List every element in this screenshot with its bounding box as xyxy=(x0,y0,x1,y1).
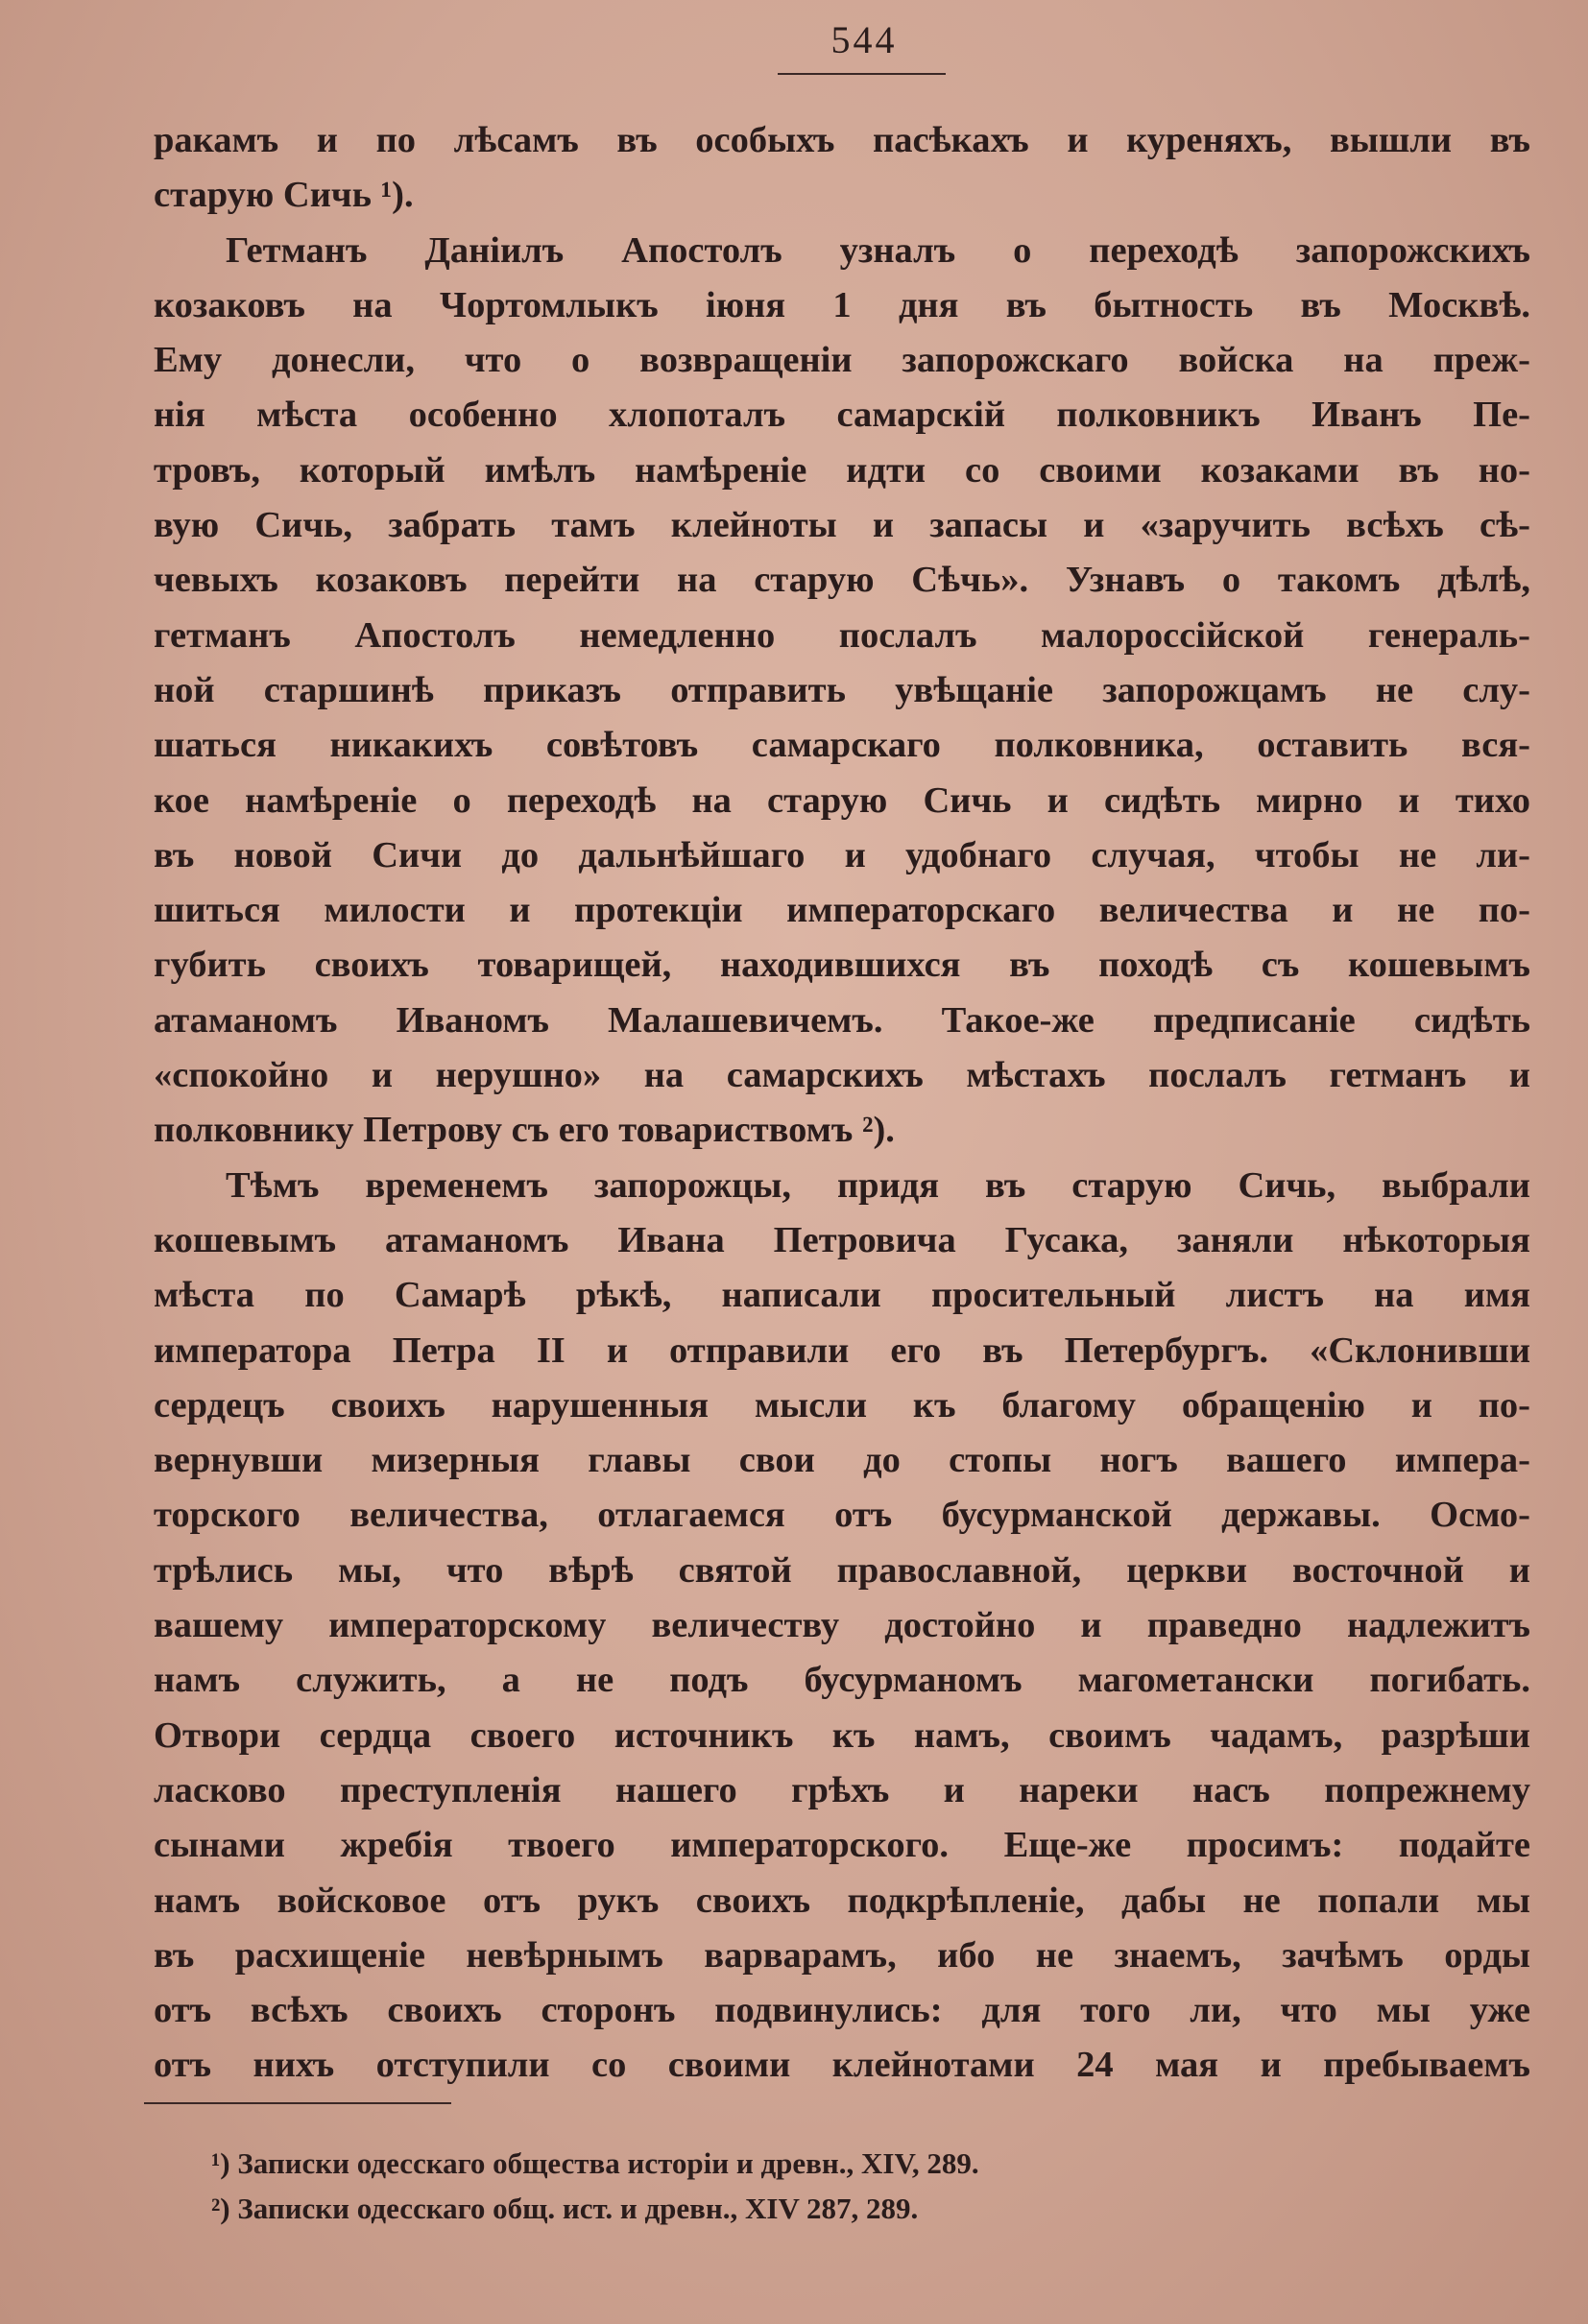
text-line: намъ служить, а не подъ бусурманомъ магометански погибать. xyxy=(154,1660,1530,1701)
text-line: вернувши мизерныя главы свои до стопы ногъ вашего импера- xyxy=(154,1440,1530,1481)
text-line: кошевымъ атаманомъ Ивана Петровича Гусака, заняли нѣкоторыя xyxy=(154,1219,1530,1260)
footnote-1: ¹) Записки одесскаго общества исторіи и древн., XIV, 289. xyxy=(211,2146,979,2180)
text-line: козаковъ на Чортомлыкъ іюня 1 дня въ бытность въ Москвѣ. xyxy=(154,284,1530,325)
text-line: ласково преступленія нашего грѣхъ и нареки насъ попрежнему xyxy=(154,1769,1530,1810)
text-line: сердецъ своихъ нарушенныя мысли къ благому обращенію и по- xyxy=(154,1384,1530,1426)
text-line: «спокойно и нерушно» на самарскихъ мѣстахъ послалъ гетманъ и xyxy=(154,1055,1530,1096)
text-line: вую Сичь, забрать тамъ клейноты и запасы и «заручить всѣхъ сѣ- xyxy=(154,505,1530,546)
header-rule xyxy=(778,73,946,75)
text-line: Тѣмъ временемъ запорожцы, придя въ старую Сичь, выбрали xyxy=(226,1164,1530,1206)
text-line: Ему донесли, что о возвращеніи запорожскаго войска на преж- xyxy=(154,340,1530,381)
text-line: отъ нихъ отступили со своими клейнотами 24 мая и пребываемъ xyxy=(154,2045,1530,2086)
text-line: ракамъ и по лѣсамъ въ особыхъ пасѣкахъ и куреняхъ, вышли въ xyxy=(154,120,1530,160)
text-line: намъ войсковое отъ рукъ своихъ подкрѣпленіе, дабы не попали мы xyxy=(154,1880,1530,1921)
text-line: старую Сичь ¹). xyxy=(154,175,414,216)
text-line: губить своихъ товарищей, находившихся въ походѣ съ кошевымъ xyxy=(154,945,1530,986)
body-text xyxy=(154,113,1530,2094)
text-line: мѣста по Самарѣ рѣкѣ, написали просительный листъ на имя xyxy=(154,1275,1530,1316)
text-line: кое намѣреніе о переходѣ на старую Сичь и сидѣть мирно и тихо xyxy=(154,779,1530,821)
text-line: императора Петра II и отправили его въ Петербургъ. «Склонивши xyxy=(154,1330,1530,1371)
text-line: атаманомъ Иваномъ Малашевичемъ. Такое-же предписаніе сидѣть xyxy=(154,999,1530,1041)
text-line: Гетманъ Даніилъ Апостолъ узналъ о переходѣ запорожскихъ xyxy=(226,229,1530,271)
text-line: отъ всѣхъ своихъ сторонъ подвинулись: для того ли, что мы уже xyxy=(154,1990,1530,2031)
text-line: полковнику Петрову съ его товариствомъ ²). xyxy=(154,1110,895,1151)
text-line: торского величества, отлагаемся отъ бусурманской державы. Осмо- xyxy=(154,1495,1530,1536)
text-line: сынами жребія твоего императорского. Еще-же просимъ: подайте xyxy=(154,1825,1530,1866)
text-line: тровъ, который имѣлъ намѣреніе идти со своими козаками въ но- xyxy=(154,449,1530,491)
text-line: шаться никакихъ совѣтовъ самарскаго полковника, оставить вся- xyxy=(154,725,1530,766)
text-line: нія мѣста особенно хлопоталъ самарскій полковникъ Иванъ Пе- xyxy=(154,395,1530,436)
text-line: чевыхъ козаковъ перейти на старую Сѣчь». Узнавъ о такомъ дѣлѣ, xyxy=(154,560,1530,601)
text-line: въ новой Сичи до дальнѣйшаго и удобнаго случая, чтобы не ли- xyxy=(154,834,1530,875)
page-number: 544 xyxy=(830,18,898,61)
text-line: ной старшинѣ приказъ отправить увѣщаніе запорожцамъ не слу- xyxy=(154,669,1530,710)
text-line: въ расхищеніе невѣрнымъ варварамъ, ибо не знаемъ, зачѣмъ орды xyxy=(154,1934,1530,1976)
text-line: шиться милости и протекціи императорскаго величества и не по- xyxy=(154,890,1530,931)
text-line: Отвори сердца своего источникъ къ намъ, своимъ чадамъ, разрѣши xyxy=(154,1714,1530,1756)
footnote-2: ²) Записки одесскаго общ. ист. и древн., XIV 287, 289. xyxy=(211,2192,919,2225)
text-line: вашему императорскому величеству достойно и праведно надлежитъ xyxy=(154,1605,1530,1646)
text-line: трѣлись мы, что вѣрѣ святой православной, церкви восточной и xyxy=(154,1549,1530,1591)
footnotes xyxy=(211,2141,1459,2231)
text-line: гетманъ Апостолъ немедленно послалъ малороссійской генераль- xyxy=(154,614,1530,656)
footnote-rule xyxy=(144,2102,451,2104)
